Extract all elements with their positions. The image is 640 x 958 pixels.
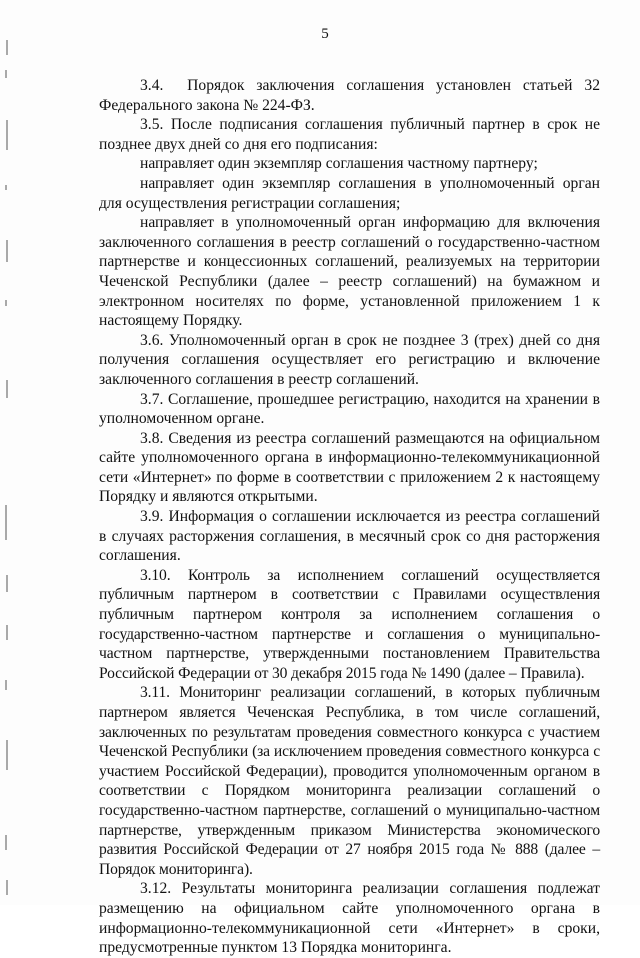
- paragraph-3-8: 3.8. Сведения из реестра соглашений размещаются на официальном сайте уполномоченного органа в информационно-телекоммуникационной сети «Интернет» по форме в соответствии с приложением 2 к настоящему Порядку и являются открытыми.: [99, 429, 600, 506]
- paragraph-3-5-item-1: направляет один экземпляр соглашения частному партнеру;: [140, 155, 538, 173]
- paragraph-3-5-item-2: направляет один экземпляр соглашения в уполномоченный орган для осуществления регистрации соглашения;: [99, 174, 600, 212]
- paragraph-3-5: 3.5. После подписания соглашения публичный партнер в срок не позднее двух дней со дня его подписания:: [99, 116, 600, 153]
- paragraph-3-12: 3.12. Результаты мониторинга реализации соглашения подлежат размещению на официальном сайте уполномоченного органа в информационно-телекоммуникационной сети «Интернет» в сроки, предусмотренные пунктом 13 Порядка мониторинга.: [99, 880, 600, 957]
- paragraph-3-9: 3.9. Информация о соглашении исключается из реестра соглашений в случаях расторжения соглашения, в месячный срок со дня расторжения соглашения.: [99, 508, 600, 565]
- scan-binding-edge-marks: [0, 0, 14, 905]
- paragraph-3-10: 3.10. Контроль за исполнением соглашений осуществляется публичным партнером в соответствии с Правилами осуществления публичным партнером контроля за исполнением соглашения о государственно-частном партнерстве и соглашения о муниципально-частном партнерстве, утвержденными постановлением Правительства Российской Федерации от 30 декабря 2015 года № 1490 (далее – Правила).: [99, 566, 600, 682]
- paragraph-3-11: 3.11. Мониторинг реализации соглашений, в которых публичным партнером является Чеченская Республика, в том числе соглашений, заключенных по результатам проведения совместного конкурса с участием Чеченской Республики (за исключением проведения совместного конкурса с участием Российской Федерации), проводится уполномоченным органом в соответствии с Порядком мониторинга реализации соглашений о государственно-частном партнерстве, соглашений о муниципально-частном партнерстве, утвержденным приказом Министерства экономического развития Российской Федерации от 27 ноября 2015 года № 888 (далее – Порядок мониторинга).: [99, 684, 600, 878]
- paragraph-3-6: 3.6. Уполномоченный орган в срок не позднее 3 (трех) дней со дня получения соглашения осуществляет его регистрацию и включение заключенного соглашения в реестр соглашений.: [99, 331, 600, 388]
- paragraph-3-5-item-3: направляет в уполномоченный орган информацию для включения заключенного соглашения в реестр соглашений о государственно-частном партнерстве и концессионных соглашений, реализуемых на территории Чеченской Республики (далее – реестр соглашений) на бумажном и электронном носителях по форме, установленной приложением 1 к настоящему Порядку.: [99, 214, 600, 330]
- document-body: [99, 76, 600, 958]
- page-number: 5: [321, 26, 329, 42]
- paragraph-3-4: 3.4. Порядок заключения соглашения установлен статьей 32 Федерального закона № 224-ФЗ.: [99, 77, 600, 114]
- paragraph-3-7: 3.7. Соглашение, прошедшее регистрацию, находится на хранении в уполномоченном органе.: [99, 390, 600, 428]
